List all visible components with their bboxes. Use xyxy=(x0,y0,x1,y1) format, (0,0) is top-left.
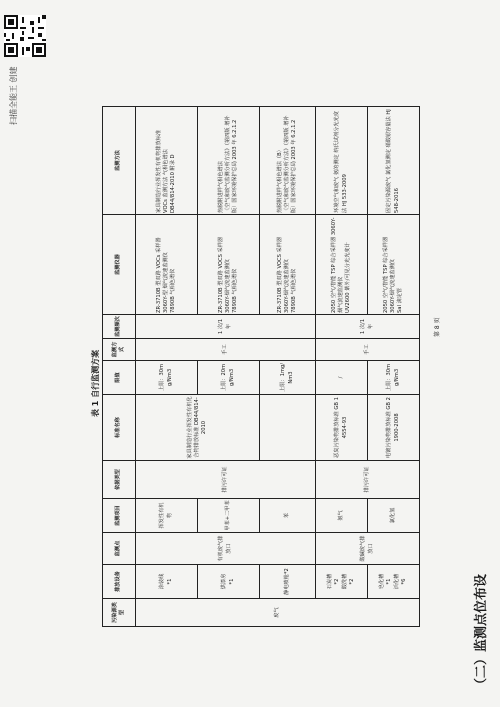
header-method: 监测方法 xyxy=(103,107,136,215)
scanner-watermark-text: 扫描全能王 创建 xyxy=(9,66,18,125)
cell-instrument: 2050 空气/智能 TSP 综合采样器 3060Y-烟气流速监测仪 UV2600 紫外/可见分光光度计 xyxy=(316,215,368,315)
qr-code-icon xyxy=(4,15,46,57)
header-frequency: 监测频次 xyxy=(103,315,136,339)
cell-instrument: 2050 空气/智能 TSP 综合采样器 3060Y-烟气流速监测仪 Sal 滴定管 xyxy=(368,215,420,315)
cell-instrument: ZR-3710B 型双路 VOCS 采样器 3060Y-烟气流速监测仪 7890B 气相色谱仪 xyxy=(260,215,316,315)
cell-limit: 上限：30mg/Nm3 xyxy=(368,361,420,395)
cell-mode: 手工 xyxy=(316,339,420,361)
section-heading: （二）监测点位布设 xyxy=(474,573,489,691)
cell-basis: 排污许可证 xyxy=(316,461,420,499)
cell-instrument: ZR-3710B 型双路 VOCs 采样器 3060Y-型 烟气流速监测仪 7890B 气相色谱仪 xyxy=(136,215,198,315)
cell-standard xyxy=(260,395,316,461)
header-item: 监测项目 xyxy=(103,499,136,533)
page-number: 第 8 页 xyxy=(434,317,441,337)
cell-limit: 上限：1mg/Nm3 xyxy=(260,361,316,395)
header-device: 排放设备 xyxy=(103,565,136,599)
cell-basis: 排污许可证 xyxy=(136,461,316,499)
cell-limit: 上限：20mg/Nm3 xyxy=(198,361,260,395)
header-basis: 依据类型 xyxy=(103,461,136,499)
header-instrument: 监测仪器 xyxy=(103,215,136,315)
header-mode: 监测方式 xyxy=(103,339,136,361)
cell-method: 固定污染源废气 氯化氢测定 硝酸银容量法 HJ548-2016 xyxy=(368,107,420,215)
cell-item: 氨气 xyxy=(316,499,368,533)
cell-standard: 恶臭污染物排放标准 GB 14554-93 xyxy=(316,395,368,461)
cell-source-type: 废气 xyxy=(136,599,420,627)
cell-point: 有机废气排放口 xyxy=(136,533,316,565)
header-point: 监测点 xyxy=(103,533,136,565)
cell-device: 烘漆房 *1 xyxy=(198,565,260,599)
cell-device: 静电喷枪*2 xyxy=(260,565,316,599)
cell-item: 氯化氢 xyxy=(368,499,420,533)
table-header-row xyxy=(103,107,136,627)
cell-limit: / xyxy=(316,361,368,395)
cell-standard: 家具制造行业挥发性有机化合物排放标准 DB44/814-2010 xyxy=(136,395,260,461)
table-row xyxy=(316,107,368,627)
cell-limit: 上限：30mg/Nm3 xyxy=(136,361,198,395)
cell-method: 家具制造行业挥发性有机物排放标准 VOCs 监测方法 气相色谱法 DB44/814-2010 附录 D xyxy=(136,107,198,215)
table-row xyxy=(136,107,198,627)
cell-method: 环境空气和废气 氨的测定 纳氏试剂分光光度法 HJ 533-2009 xyxy=(316,107,368,215)
cell-item: 挥发性有机物 xyxy=(136,499,198,533)
cell-device: 涂装线 *1 xyxy=(136,565,198,599)
header-standard: 标准名称 xyxy=(103,395,136,461)
cell-device: 石炭槽 *2 酸洗槽 *2 xyxy=(316,565,368,599)
cell-method: 热脱附进样气相色谱法 《空气和废气监测分析方法》（第四版 增补版）国家环境保护总局 2003 年 6.2.1.2 xyxy=(198,107,260,215)
cell-point: 酸碱废气排放口 xyxy=(316,533,420,565)
cell-method: 热脱附进样气相色谱法（B） 《空气和废气监测分析方法》（第四版 增补版）国家环境保护总局 2003 年 6.2.1.2 xyxy=(260,107,316,215)
cell-device: 皂化槽 *1 活化槽 *6 xyxy=(368,565,420,599)
cell-standard: 电镀污染物排放标准 GB 21900-2008 xyxy=(368,395,420,461)
header-source-type: 污染源类型 xyxy=(103,599,136,627)
cell-frequency: 1 次/1 年 xyxy=(136,315,316,339)
monitoring-plan-table xyxy=(102,106,420,627)
cell-item: 苯 xyxy=(260,499,316,533)
cell-instrument: ZR-3710B 型双路 VOCS 采样器 3060Y-烟气流速监测仪 7890B 气相色谱仪 xyxy=(198,215,260,315)
cell-item: 甲苯+二甲苯 xyxy=(198,499,260,533)
cell-frequency: 1 次/1 年 xyxy=(316,315,420,339)
header-limit: 限值 xyxy=(103,361,136,395)
cell-mode: 手工 xyxy=(136,339,316,361)
table-caption: 表 1 自行监测方案 xyxy=(91,349,100,417)
